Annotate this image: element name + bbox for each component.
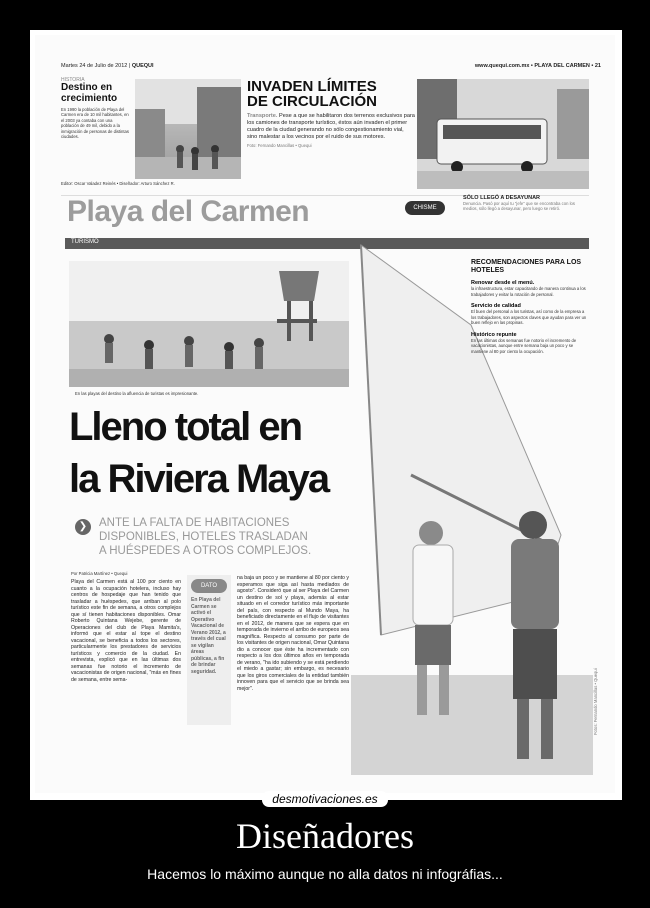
headline-line-1: Lleno total en: [69, 405, 301, 449]
newspaper-page: [35, 35, 615, 793]
body-column-1: Playa del Carmen está al 100 por ciento en cuanto a la ocupación hotelera, incluso hay centros de hospedaje que han tenido que trasladar a huéspedes, que arriban al polo turístico este fin de semana, a otros complejos que sí tienen habitaciones disponibles. Omar Roberto Quintana Wejebe, gerente de Operaciones del club de Playa Mamita's, informó que el estar al tope el destino vacacional, se beneficia a todos los sectores, particularmente los prestadores de servicios turísticos y comercio de la ciudad. En entrevista, explicó que en las últimas dos semanas fue notorio el incremento de vacacionistas de origen nacional, "más en fines de semana, entre sema-: [71, 579, 181, 683]
dato-box: [187, 575, 231, 725]
watermark: desmotivaciones.es: [0, 790, 650, 808]
invaden-title-1: INVADEN LÍMITES: [247, 78, 377, 95]
chisme-title: SÓLO LLEGÓ A DESAYUNAR: [463, 195, 541, 201]
invaden-credit: Foto: Fernando Mancillas • Quequi: [247, 142, 312, 148]
deck-arrow-icon: ❯: [75, 519, 91, 535]
deck: ANTE LA FALTA DE HABITACIONES DISPONIBLES, HOTELES TRASLADAN A HUÉSPEDES A OTROS COMPLEJOS.: [99, 517, 312, 557]
beach-caption: En las playas del destino la afluencia de turistas es impresionante.: [75, 391, 199, 396]
historia-box: [61, 77, 131, 140]
chisme-box: [463, 195, 589, 212]
invaden-text: Pese a que se habilitaron dos terrenos exclusivos para los camiones de transporte turístico, éstos aún invaden el primer cuadro de la ciudad generando no sólo congestionamiento vial, sino malestar a los vecinos por el ruido de sus motores.: [247, 113, 415, 140]
date-line: Martes 24 de Julio de 2012 | QUEQUI: [61, 63, 154, 69]
web-section: www.quequi.com.mx • PLAYA DEL CARMEN • 21: [474, 63, 601, 69]
headline-line-2: la Riviera Maya: [69, 457, 329, 501]
section-tag: TURISMO: [71, 239, 99, 245]
poster-title: Diseñadores: [236, 816, 414, 856]
historia-tag: HISTORIA: [61, 77, 85, 83]
street-photo: [135, 79, 241, 179]
dato-badge: DATO: [191, 579, 227, 593]
body-column-3: na baja un poco y se mantiene al 80 por ciento y esperamos que siga así hasta mediados de agosto". Consideró que al ser Playa del Carmen un destino de sol y playa, además al estar situado en el corredor turístico más importante del país, con respecto al Mundo Maya, ha beneficiado directamente en el flujo de visitantes en el 2012, de manera que se espera que en temporada de invierno el arribo de europeos sea magnífica. Respecto al consumo por parte de los visitantes de origen nacional, Omar Quintana dio a conocer que éste ha incrementado con respecto a los dos últimos años en temporada de verano, "ha ido subiendo y se está perdiendo el miedo a gastar; sin embargo, es necesario que los giros comerciales de la entidad también innoven para que el servicio que se brinda sea mejor".: [237, 575, 349, 692]
chisme-text: Denuncia. Pasó por aquí tu "jefe" que se encontraba con los medios, sólo llegó a desayunar, pero luego se retiró.: [463, 201, 575, 212]
invaden-lead: Transporte.: [247, 113, 278, 119]
section-title: Playa del Carmen: [67, 195, 310, 228]
historia-title: Destino en crecimiento: [61, 82, 118, 104]
byline: Por Patricia Martínez • Quequi: [71, 571, 128, 576]
recomendaciones-title: RECOMENDACIONES PARA LOS HOTELES: [471, 259, 582, 274]
reco-item-1: Renovar desde el menú. la infraestructura, estar capacitando de manera continua a los trabajadores y evitar la rotación de personal.: [471, 280, 586, 297]
reco-item-3: Histórico repunte En las últimas dos semanas fue notorio el incremento de vacacionistas, aunque entre semana baja un poco y se mantiene al 80 por ciento la ocupación.: [471, 331, 577, 354]
recomendaciones-box: [471, 259, 589, 354]
chisme-badge: CHISME: [405, 201, 445, 215]
street-illustration: [135, 79, 241, 179]
reco-item-2: Servicio de calidad El buen del personal a los turistas, así como de la empresa a los trabajadores, son aspectos claves que ayudan para ver un buen reflejo en las propinas.: [471, 303, 587, 326]
poster-frame: [30, 30, 622, 800]
poster-subtitle: Hacemos lo máximo aunque no alla datos ni infográfias...: [147, 866, 503, 882]
bus-illustration: [417, 79, 589, 189]
invaden-box: [247, 79, 415, 148]
beach-photo: [69, 261, 349, 387]
historia-text: En 1990 la población de Playa del Carmen era de 10 mil habitantes, en el 2003 ya contaba con una población de 49 mil, debido a la inmigración de personas de distintas ciudades.: [61, 107, 129, 140]
bus-photo: [417, 79, 589, 189]
editor-line: Editor: Oscar Valadez Reinés • Diseñador: Arturo Sánchez R.: [61, 181, 175, 186]
invaden-title-2: DE CIRCULACIÓN: [247, 93, 377, 110]
beach-illustration: [69, 261, 349, 387]
photo-credit: Fotos: Fernando Mancillas • Quequi: [593, 668, 598, 735]
dato-text: En Playa del Carmen se activó el Operativo Vacacional de Verano 2012, a través del cual se vigilan áreas públicas, a fin de brindar seguridad.: [191, 597, 226, 675]
